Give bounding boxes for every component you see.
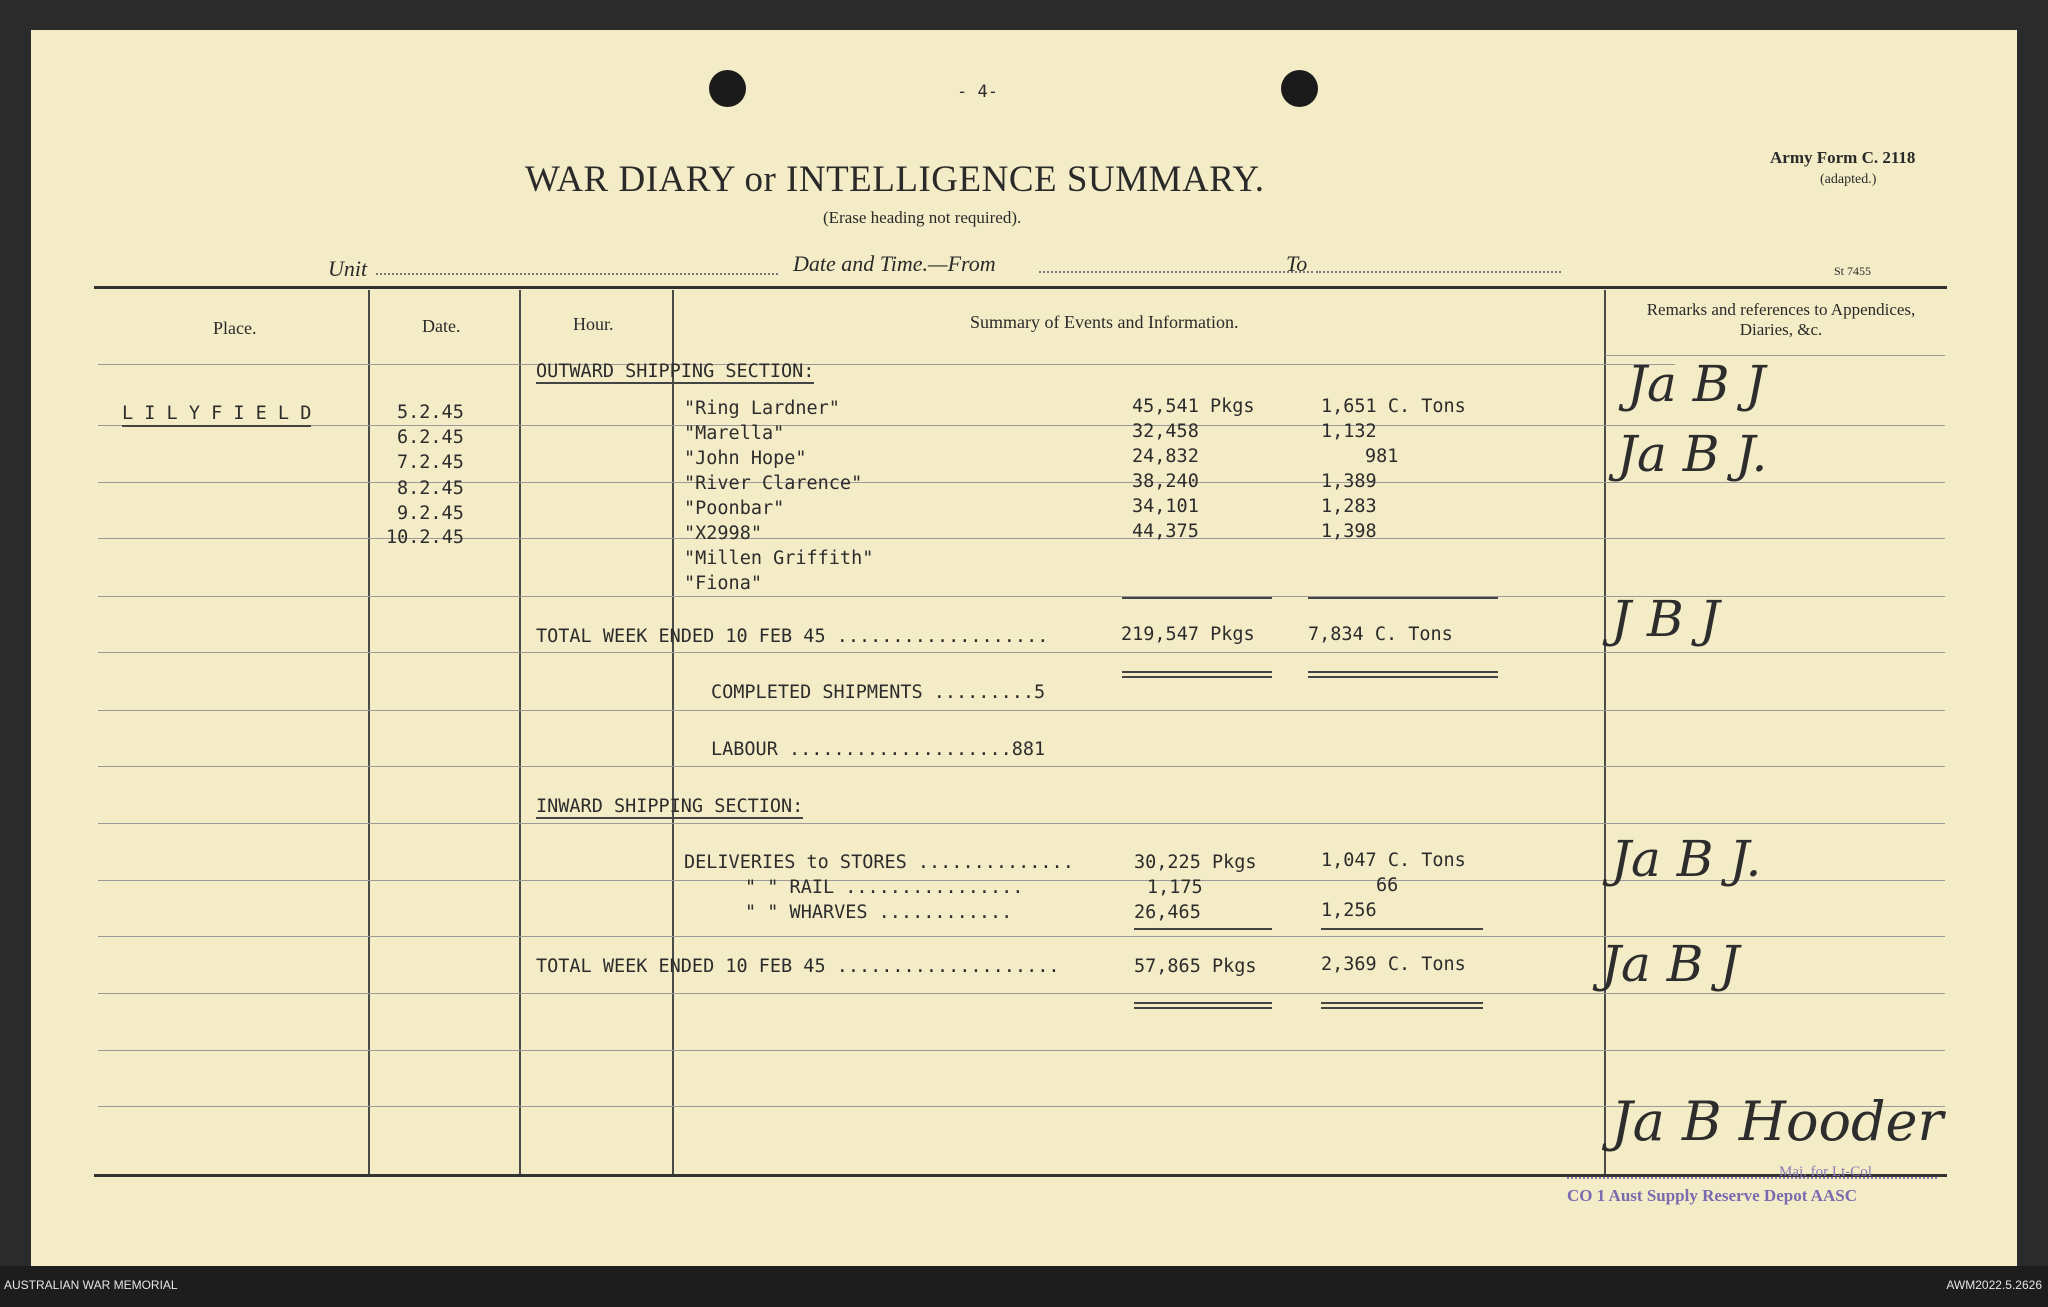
ship-tons: 981 — [1365, 446, 1399, 467]
inward-total-label: TOTAL WEEK ENDED 10 FEB 45 .................... — [536, 956, 1060, 977]
total-double-rule — [1308, 671, 1498, 673]
date-entry: 8.2.45 — [397, 478, 464, 499]
delivery-tons: 66 — [1376, 875, 1399, 896]
from-dotted-line — [1039, 271, 1313, 273]
ship-pkgs: 44,375 — [1132, 521, 1199, 542]
page-subtitle: (Erase heading not required). — [823, 208, 1022, 227]
page-number: - 4- — [957, 82, 998, 102]
ship-tons: 1,651 C. Tons — [1321, 396, 1466, 417]
delivery-tons: 1,256 — [1321, 900, 1377, 921]
ship-name: "River Clarence" — [684, 473, 863, 494]
delivery-label: " " WHARVES ............ — [745, 902, 1013, 923]
date-entry: 7.2.45 — [397, 452, 464, 473]
total-double-rule — [1122, 671, 1272, 673]
outward-total-tons: 7,834 C. Tons — [1308, 624, 1453, 645]
ship-name: "Millen Griffith" — [684, 548, 874, 569]
completed-shipments: COMPLETED SHIPMENTS .........5 — [711, 682, 1046, 703]
header-place: Place. — [213, 318, 257, 338]
footer-left-text: AUSTRALIAN WAR MEMORIAL — [4, 1278, 178, 1292]
date-entry: 6.2.45 — [397, 427, 464, 448]
ship-tons: 1,398 — [1321, 521, 1377, 542]
outward-total-label: TOTAL WEEK ENDED 10 FEB 45 ................... — [536, 626, 1049, 647]
column-divider-hour — [672, 290, 674, 1174]
handwritten-initials: J B J — [1611, 590, 1720, 648]
diary-page — [31, 30, 2017, 1266]
column-divider-date — [519, 290, 521, 1174]
page-title: WAR DIARY or INTELLIGENCE SUMMARY. — [525, 159, 1265, 200]
ruled-line — [98, 993, 1945, 994]
ship-pkgs: 34,101 — [1132, 496, 1199, 517]
column-divider-place — [368, 290, 370, 1174]
date-entry: 10.2.45 — [386, 527, 464, 548]
army-form-adapted: (adapted.) — [1820, 172, 1877, 187]
ruled-line — [98, 710, 1945, 711]
archive-footer — [0, 1266, 2048, 1307]
column-divider-summary — [1604, 290, 1606, 1174]
date-entry: 9.2.45 — [397, 503, 464, 524]
ship-tons: 1,389 — [1321, 471, 1377, 492]
ship-pkgs: 32,458 — [1132, 421, 1199, 442]
total-double-rule — [1134, 1002, 1272, 1004]
outward-total-pkgs: 219,547 Pkgs — [1121, 624, 1255, 645]
ship-tons: 1,283 — [1321, 496, 1377, 517]
to-dotted-line — [1316, 271, 1561, 273]
unit-dotted-line — [376, 273, 778, 275]
ship-pkgs: 38,240 — [1132, 471, 1199, 492]
total-double-rule — [1321, 1007, 1483, 1009]
ruled-line — [98, 364, 1675, 365]
punch-hole-right — [1281, 70, 1318, 107]
inward-total-pkgs: 57,865 Pkgs — [1134, 956, 1257, 977]
place-name: L I L Y F I E L D — [122, 403, 311, 427]
ship-tons: 1,132 — [1321, 421, 1377, 442]
date-time-label: Date and Time.—From — [793, 251, 996, 276]
inward-total-tons: 2,369 C. Tons — [1321, 954, 1466, 975]
ship-pkgs: 45,541 Pkgs — [1132, 396, 1255, 417]
ship-name: "X2998" — [684, 523, 762, 544]
signature-dotted-line — [1567, 1177, 1937, 1179]
header-date: Date. — [422, 316, 461, 336]
subtotal-rule — [1134, 928, 1272, 930]
total-double-rule — [1321, 1002, 1483, 1004]
stamp-unit: CO 1 Aust Supply Reserve Depot AASC — [1567, 1186, 1857, 1205]
ruled-line — [98, 538, 1945, 539]
handwritten-initials: Ja B J. — [1617, 425, 1768, 483]
to-label: To — [1286, 251, 1308, 276]
header-hour: Hour. — [573, 314, 614, 334]
unit-label: Unit — [328, 256, 368, 281]
ruled-line — [98, 766, 1945, 767]
subtotal-rule — [1308, 597, 1498, 599]
subtotal-rule — [1321, 928, 1483, 930]
ship-name: "Ring Lardner" — [684, 398, 840, 419]
delivery-pkgs: 1,175 — [1147, 877, 1203, 898]
delivery-label: DELIVERIES to STORES .............. — [684, 852, 1074, 873]
delivery-pkgs: 26,465 — [1134, 902, 1201, 923]
inward-shipping-heading: INWARD SHIPPING SECTION: — [536, 796, 804, 817]
punch-hole-left — [709, 70, 746, 107]
ship-name: "John Hope" — [684, 448, 807, 469]
delivery-label: " " RAIL ................ — [745, 877, 1024, 898]
handwritten-initials: Ja B J. — [1611, 830, 1762, 888]
total-double-rule — [1134, 1007, 1272, 1009]
ship-name: "Poonbar" — [684, 498, 785, 519]
outward-shipping-heading: OUTWARD SHIPPING SECTION: — [536, 361, 815, 382]
total-double-rule — [1122, 676, 1272, 678]
delivery-pkgs: 30,225 Pkgs — [1134, 852, 1257, 873]
handwritten-initials: Ja B J — [1627, 355, 1766, 413]
delivery-tons: 1,047 C. Tons — [1321, 850, 1466, 871]
ruled-line — [98, 652, 1945, 653]
footer-right-text: AWM2022.5.2626 — [1946, 1278, 2042, 1292]
labour-count: LABOUR ....................881 — [711, 739, 1046, 760]
table-top-border — [94, 286, 1947, 289]
header-remarks: Remarks and references to Appendices, Diaries, &c. — [1646, 300, 1916, 339]
date-entry: 5.2.45 — [397, 402, 464, 423]
ruled-line — [98, 823, 1945, 824]
subtotal-rule — [1122, 597, 1272, 599]
handwritten-signature: Ja B Hooder — [1611, 1090, 1944, 1153]
total-double-rule — [1308, 676, 1498, 678]
header-summary: Summary of Events and Information. — [970, 312, 1239, 332]
ship-name: "Marella" — [684, 423, 785, 444]
ship-pkgs: 24,832 — [1132, 446, 1199, 467]
handwritten-initials: Ja B J — [1601, 935, 1740, 993]
ship-name: "Fiona" — [684, 573, 762, 594]
army-form-number: Army Form C. 2118 — [1770, 148, 1916, 167]
ruled-line — [98, 1050, 1945, 1051]
stock-number: St 7455 — [1834, 264, 1872, 278]
stamp-rank: Maj. for Lt-Col — [1779, 1164, 1872, 1180]
